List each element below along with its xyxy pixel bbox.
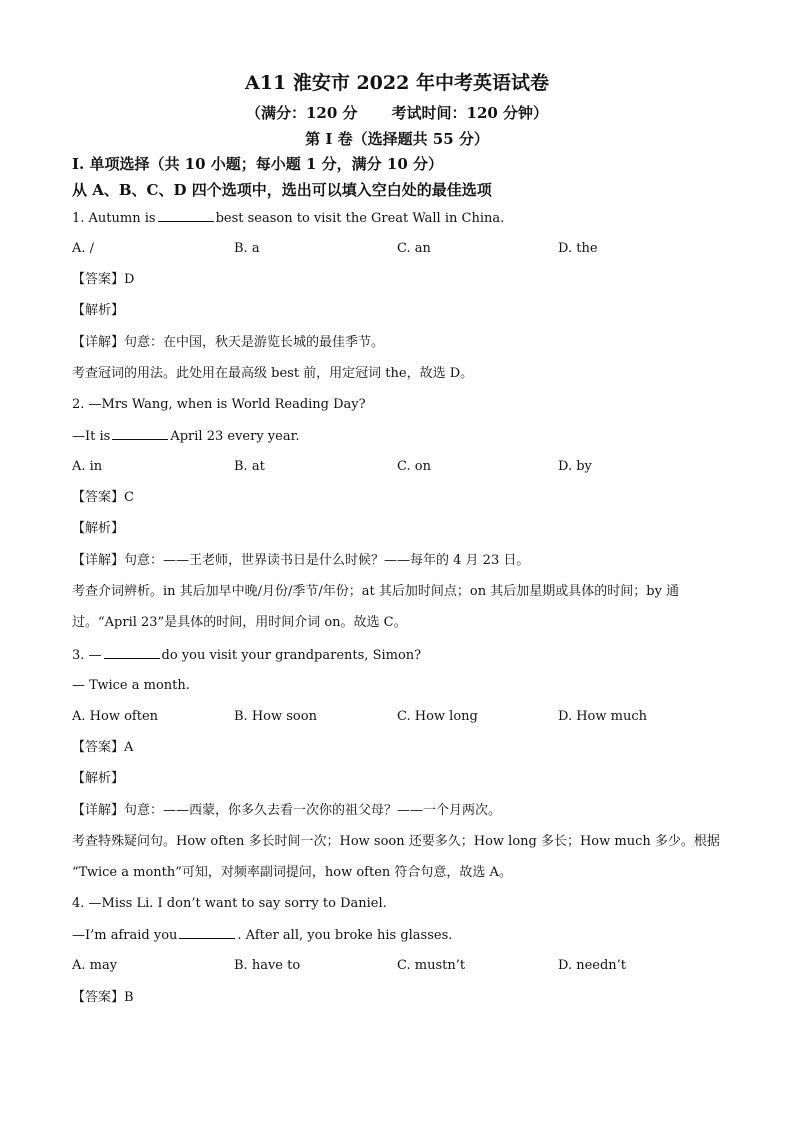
question-2-stem: [72, 427, 300, 446]
answer-blank: [112, 427, 168, 440]
question-4-option-b: B. have to: [234, 958, 301, 973]
question-4-option-c: C. mustn’t: [397, 958, 466, 973]
question-1-detail: 【详解】句意：在中国，秋天是游览长城的最佳季节。: [72, 335, 385, 350]
answer-blank: [158, 209, 214, 222]
question-2-explanation-cont: 过。“April 23”是具体的时间，用时间介词 on。故选 C。: [72, 615, 407, 630]
question-2-option-c: C. on: [397, 459, 431, 474]
score-info-total: （满分：120 分: [245, 104, 358, 122]
section-heading: Ⅰ. 单项选择（共 10 小题；每小题 1 分，满分 10 分）: [72, 155, 443, 173]
page-title: A11 淮安市 2022 年中考英语试卷: [245, 72, 549, 94]
question-1-option-b: B. a: [234, 241, 260, 256]
question-4-option-d: D. needn’t: [558, 958, 627, 973]
question-1-explanation: 考查冠词的用法。此处用在最高级 best 前，用定冠词 the，故选 D。: [72, 366, 474, 381]
question-2-prompt: 2. —Mrs Wang, when is World Reading Day?: [72, 397, 366, 412]
question-2-analysis: 【解析】: [72, 521, 125, 536]
question-3-reply: — Twice a month.: [72, 678, 190, 693]
question-2-detail: 【详解】句意：——王老师，世界读书日是什么时候？——每年的 4 月 23 日。: [72, 553, 530, 568]
question-2-option-b: B. at: [234, 459, 265, 474]
question-3-explanation-cont: “Twice a month”可知，对频率副词提问，how often 符合句意，故选 A。: [72, 865, 512, 880]
question-3-option-d: D. How much: [558, 709, 648, 724]
question-3-stem-start: 3. —: [72, 648, 102, 663]
question-3-answer: 【答案】A: [72, 740, 134, 755]
question-1-option-d: D. the: [558, 241, 598, 256]
question-3-explanation: 考查特殊疑问句。How often 多长时间一次；How soon 还要多久；How long 多长；How much 多少。根据: [72, 834, 720, 849]
question-1-stem-end: best season to visit the Great Wall in China.: [215, 211, 505, 226]
answer-blank: [179, 926, 235, 939]
question-2-stem-end: April 23 every year.: [170, 429, 300, 444]
question-4-option-a: A. may: [72, 958, 118, 973]
question-1-stem: [72, 209, 504, 228]
question-3-option-c: C. How long: [397, 709, 478, 724]
question-2-stem-start: —It is: [72, 429, 111, 444]
question-4-stem-end: . After all, you broke his glasses.: [237, 928, 453, 943]
question-3-option-a: A. How often: [72, 709, 159, 724]
answer-blank: [104, 646, 160, 659]
score-info: [0, 104, 794, 122]
question-2-answer: 【答案】C: [72, 490, 134, 505]
question-4-stem-start: —I’m afraid you: [72, 928, 178, 943]
question-2-explanation: 考查介词辨析。in 其后加早中晚/月份/季节/年份；at 其后加时间点；on 其后加星期或具体的时间；by 通: [72, 584, 680, 599]
question-3-detail: 【详解】句意：——西蒙，你多久去看一次你的祖父母？——一个月两次。: [72, 803, 502, 818]
question-4-prompt: 4. —Miss Li. I don’t want to say sorry to Daniel.: [72, 896, 387, 911]
question-3-stem-end: do you visit your grandparents, Simon?: [161, 648, 422, 663]
question-2-option-a: A. in: [72, 459, 103, 474]
score-info-time: 考试时间：120 分钟）: [391, 104, 549, 122]
question-3-stem: [72, 646, 421, 665]
section-instruction: 从 A、B、C、D 四个选项中，选出可以填入空白处的最佳选项: [72, 181, 492, 199]
question-1-answer: 【答案】D: [72, 272, 135, 287]
question-1-option-a: A. /: [72, 241, 95, 256]
question-1-stem-start: 1. Autumn is: [72, 211, 156, 226]
part-title: 第 I 卷（选择题共 55 分）: [305, 130, 489, 148]
question-1-analysis: 【解析】: [72, 303, 125, 318]
question-1-option-c: C. an: [397, 241, 431, 256]
question-3-option-b: B. How soon: [234, 709, 317, 724]
question-3-analysis: 【解析】: [72, 771, 125, 786]
question-2-option-d: D. by: [558, 459, 592, 474]
question-4-stem: [72, 926, 452, 945]
question-4-answer: 【答案】B: [72, 990, 134, 1005]
